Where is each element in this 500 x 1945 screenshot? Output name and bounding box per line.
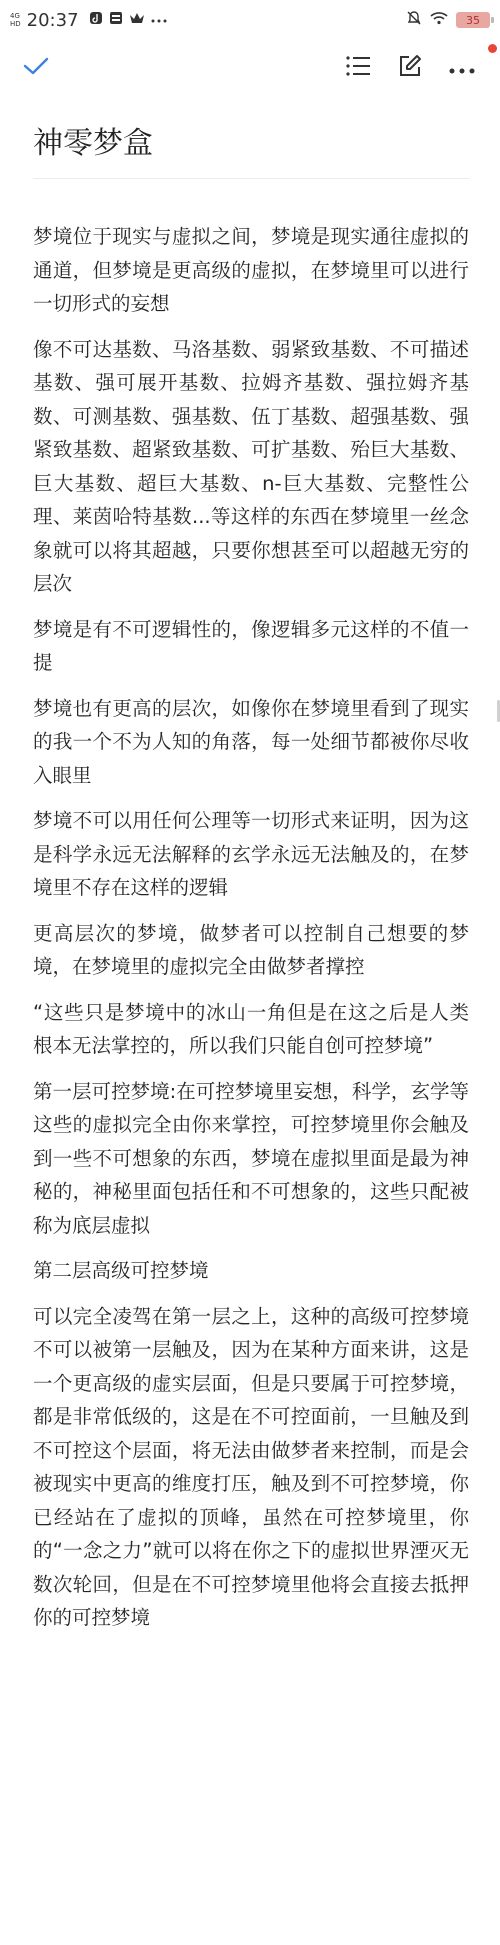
network-sub-label: HD bbox=[10, 20, 21, 28]
tiktok-icon bbox=[89, 11, 103, 29]
note-paragraph: 梦境不可以用任何公理等一切形式来证明，因为这是科学永远无法解释的玄学永远无法触及的，在梦境里不存在这样的逻辑 bbox=[33, 809, 469, 899]
status-bar bbox=[0, 0, 500, 40]
network-indicator bbox=[10, 12, 21, 28]
more-dots-icon bbox=[151, 12, 167, 28]
gallery-icon bbox=[109, 11, 123, 29]
title-divider bbox=[33, 178, 469, 179]
edit-icon bbox=[398, 54, 422, 82]
clock-time: 20:37 bbox=[26, 9, 79, 31]
edit-button[interactable] bbox=[390, 44, 430, 92]
note-paragraph: 梦境是有不可逻辑性的，像逻辑多元这样的不值一提 bbox=[33, 617, 469, 674]
more-icon bbox=[449, 59, 475, 78]
network-label: 4G bbox=[10, 12, 20, 20]
note-paragraph: 梦境位于现实与虚拟之间，梦境是现实通往虚拟的通道，但梦境是更高级的虚拟，在梦境里可以进行一切形式的妄想 bbox=[33, 225, 469, 315]
note-paragraph: 第二层高级可控梦境 bbox=[33, 1259, 209, 1282]
status-right bbox=[406, 10, 490, 30]
note-paragraph: “这些只是梦境中的冰山一角但是在这之后是人类根本无法掌控的，所以我们只能自创可控梦境” bbox=[33, 1000, 469, 1057]
note-toolbar bbox=[0, 44, 500, 92]
note-paragraph: 像不可达基数、马洛基数、弱紧致基数、不可描述基数、强可展开基数、拉姆齐基数、强拉姆齐基数、可测基数、强基数、伍丁基数、超强基数、强紧致基数、超紧致基数、可扩基数、殆巨大基数、巨大基数、超巨大基数、n-巨大基数、完整性公理、莱茵哈特基数...等这样的东西在梦境里一丝念象就可以将其超越，只要你想甚至可以超越无穷的层次 bbox=[33, 337, 469, 595]
status-left bbox=[10, 10, 167, 31]
more-button[interactable] bbox=[442, 44, 482, 92]
note-paragraph: 可以完全凌驾在第一层之上，这种的高级可控梦境不可以被第一层触及，因为在某种方面来讲，这是一个更高级的虚实层面，但是只要属于可控梦境，都是非常低级的，这是在不可控面前，一旦触及到不可控这个层面，将无法由做梦者来控制，而是会被现实中更高的维度打压，触及到不可控梦境，你已经站在了虚拟的顶峰，虽然在可控梦境里，你的“一念之力”就可以将在你之下的虚拟世界湮灭无数次轮回，但是在不可控梦境里他将会直接去抵押你的可控梦境 bbox=[33, 1304, 469, 1629]
note-paragraph: 更高层次的梦境，做梦者可以控制自己想要的梦境，在梦境里的虚拟完全由做梦者撑控 bbox=[33, 921, 469, 978]
note-title[interactable]: 神零梦盒 bbox=[33, 126, 153, 161]
battery-indicator: 35 bbox=[456, 12, 490, 28]
notification-dot bbox=[488, 44, 497, 53]
list-icon bbox=[345, 55, 371, 81]
note-paragraph: 梦境也有更高的层次，如像你在梦境里看到了现实的我一个不为人知的角落，每一处细节都被你尽收入眼里 bbox=[33, 696, 469, 787]
note-content[interactable] bbox=[33, 220, 469, 1647]
wifi-icon bbox=[430, 11, 448, 29]
note-paragraph: 第一层可控梦境:在可控梦境里妄想，科学，玄学等这些的虚拟完全由你来掌控，可控梦境里你会触及到一些不可想象的东西，梦境在虚拟里面是最为神秘的，神秘里面包括任和不可想象的，这些只配被称为底层虚拟 bbox=[33, 1079, 469, 1237]
crown-icon bbox=[129, 11, 145, 29]
mute-icon bbox=[406, 10, 422, 30]
checklist-button[interactable] bbox=[338, 44, 378, 92]
done-button[interactable] bbox=[16, 44, 56, 92]
check-icon bbox=[23, 56, 49, 80]
